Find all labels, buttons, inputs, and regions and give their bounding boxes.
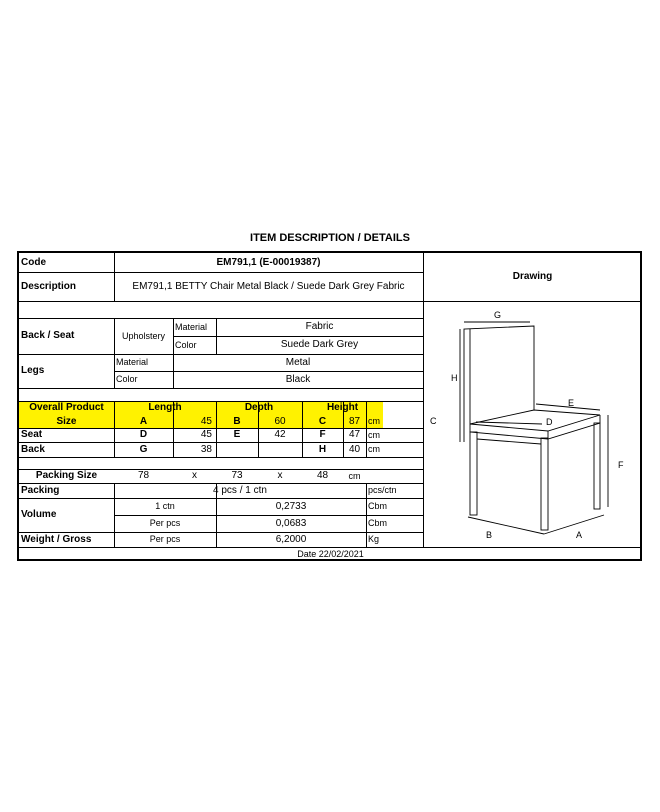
dim-f-label: F xyxy=(319,429,326,440)
dim-f-value: 47 xyxy=(348,429,361,440)
length-header: Length xyxy=(148,402,182,413)
legs-label: Legs xyxy=(21,365,45,376)
volume-sub-2: Per pcs xyxy=(149,518,181,528)
weight-label: Weight / Gross xyxy=(21,533,92,545)
item-details-sheet xyxy=(17,251,642,561)
weight-unit: Kg xyxy=(368,534,380,544)
packing-unit: pcs/ctn xyxy=(368,485,397,495)
seat-unit: cm xyxy=(368,429,380,440)
seat-label: Seat xyxy=(21,429,43,440)
back-label: Back xyxy=(21,443,45,455)
legs-color-value: Black xyxy=(285,373,311,385)
dim-h-label: H xyxy=(318,443,327,455)
legs-color-label: Color xyxy=(116,374,138,384)
back-seat-upholstery: Upholstery xyxy=(121,330,166,341)
weight-sub: Per pcs xyxy=(149,534,181,544)
page-title: ITEM DESCRIPTION / DETAILS xyxy=(250,232,410,244)
dim-a-label: A xyxy=(139,415,148,427)
volume-unit-1: Cbm xyxy=(368,501,388,511)
drawing-dim-b: B xyxy=(486,530,493,540)
drawing-dim-g: G xyxy=(494,310,502,320)
overall-size-label-2: Size xyxy=(56,415,77,427)
dim-e-value: 42 xyxy=(274,429,286,440)
volume-value-2: 0,0683 xyxy=(275,517,307,529)
dim-b-label: B xyxy=(233,415,241,427)
packing-size-x1: x xyxy=(192,470,197,481)
dim-d-label: D xyxy=(139,429,148,440)
drawing-label: Drawing xyxy=(512,271,553,282)
dim-d-value: 45 xyxy=(200,429,212,440)
drawing-dim-c: C xyxy=(430,416,437,426)
back-seat-color-label: Color xyxy=(175,339,197,350)
packing-size-v2: 73 xyxy=(231,470,243,481)
code-value: EM791,1 (E-00019387) xyxy=(216,256,321,268)
packing-size-v3: 48 xyxy=(316,470,329,481)
description-label: Description xyxy=(21,280,77,292)
packing-label: Packing xyxy=(21,484,60,496)
dim-g-label: G xyxy=(139,443,148,455)
weight-value: 6,2000 xyxy=(275,533,307,545)
overall-unit: cm xyxy=(368,416,380,426)
dim-c-value: 87 xyxy=(348,415,361,427)
drawing-dim-h: H xyxy=(451,373,458,383)
date-footer: Date 22/02/2021 xyxy=(297,548,364,559)
legs-material-value: Metal xyxy=(285,356,311,368)
drawing-dim-d: D xyxy=(546,417,553,427)
dim-e-label: E xyxy=(233,429,241,440)
packing-size-x2: x xyxy=(277,470,283,481)
dim-g-value: 38 xyxy=(200,443,212,455)
legs-material-label: Material xyxy=(116,357,149,367)
drawing-dim-f: F xyxy=(618,460,624,470)
back-unit: cm xyxy=(368,444,380,454)
overall-size-label-1: Overall Product xyxy=(29,402,104,413)
chair-drawing xyxy=(424,302,642,546)
back-seat-color-value: Suede Dark Grey xyxy=(280,339,359,350)
dim-h-value: 40 xyxy=(348,443,361,455)
volume-label: Volume xyxy=(21,509,57,520)
dim-a-value: 45 xyxy=(200,415,212,427)
back-seat-label: Back / Seat xyxy=(21,330,75,341)
code-label: Code xyxy=(21,256,46,268)
drawing-dim-a: A xyxy=(576,530,583,540)
packing-size-unit: cm xyxy=(348,470,361,481)
description-value: EM791,1 BETTY Chair Metal Black / Suede Dark Grey Fabric xyxy=(132,280,405,292)
height-header: Height xyxy=(326,402,359,413)
packing-size-v1: 78 xyxy=(137,470,150,481)
back-seat-material-label: Material xyxy=(175,321,208,332)
dim-c-label: C xyxy=(318,415,327,427)
volume-sub-1: 1 ctn xyxy=(155,501,175,511)
packing-value: 4 pcs / 1 ctn xyxy=(213,484,267,496)
back-seat-material-value: Fabric xyxy=(305,321,334,332)
volume-value-1: 0,2733 xyxy=(275,500,307,512)
drawing-dim-e: E xyxy=(568,398,575,408)
depth-header: Depth xyxy=(244,402,274,413)
dim-b-value: 60 xyxy=(274,415,286,427)
packing-size-label: Packing Size xyxy=(35,470,98,481)
volume-unit-2: Cbm xyxy=(368,518,388,528)
